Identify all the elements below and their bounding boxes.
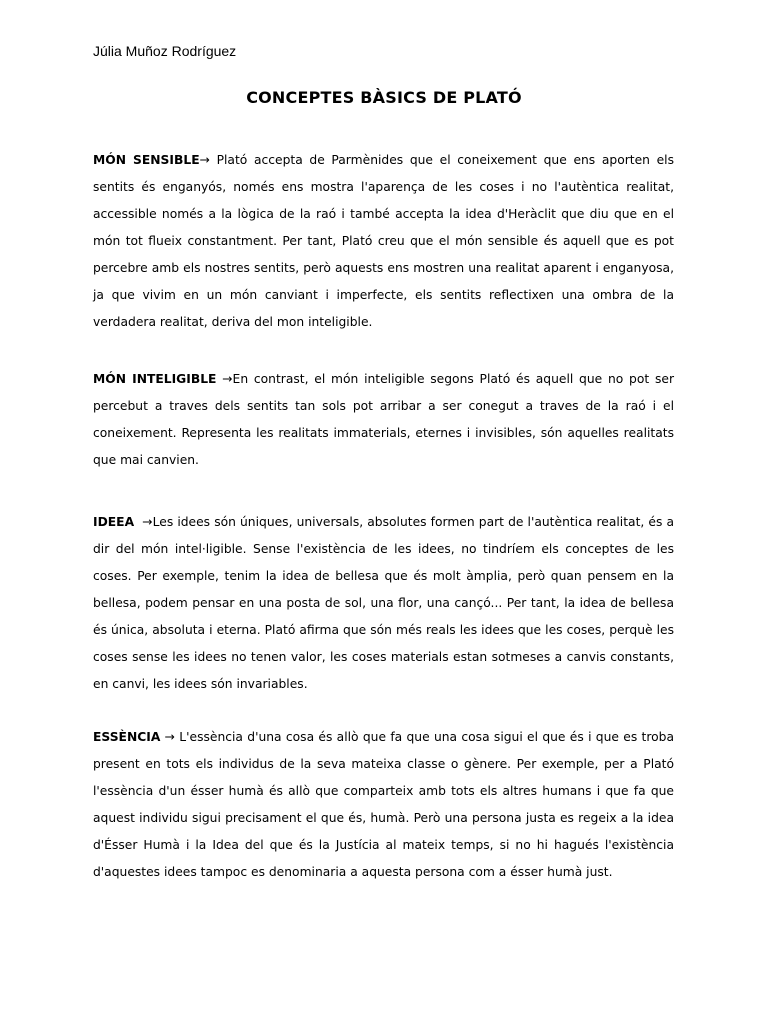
concept-text: Les idees són úniques, universals, absolutes formen part de l'autèntica realitat, és a dir del món intel·ligible. Sense l'existència de les idees, no tindríem els conceptes de les coses. Per exemple, tenim la idea de bellesa que és molt àmplia, però quan pensem en la bellesa, podem pensar en una posta de sol, una flor, una cançó... Per tant, la idea de bellesa és única, absoluta i eterna. Plató afirma que són més reals les idees que les coses, perquè les coses sense les idees no tenen valor, les coses materials estan sotmeses a canvis constants, en canvi, les idees són invariables. [93,515,675,691]
document-title: CONCEPTES BÀSICS DE PLATÓ [246,88,522,107]
concept-paragraph-mon-sensible [93,147,674,336]
concept-text: L'essència d'una cosa és allò que fa que una cosa sigui el que és i que es troba present en tots els individus de la seva mateixa classe o gènere. Per exemple, per a Plató l'essència d'un ésser humà és allò que comparteix amb tots els altres humans i que fa que aquest individu sigui precisament el que és, humà. Però una persona justa es regeix a la idea d'Ésser Humà i la Idea del que és la Justícia al mateix temps, si no hi hagués l'existència d'aquestes idees tampoc es denominaria a aquesta persona com a ésser humà just. [93,730,674,879]
arrow-separator: → [199,153,217,167]
concept-term: MÓN SENSIBLE [93,153,200,167]
arrow-separator: → [216,372,233,386]
concept-term: MÓN INTELIGIBLE [93,372,217,386]
arrow-separator: → [134,515,153,529]
concept-term: ESSÈNCIA [93,730,161,744]
concept-paragraph-ideea [93,509,674,698]
arrow-separator: → [160,730,180,744]
author-name: Júlia Muñoz Rodríguez [93,43,237,59]
concept-paragraph-essencia [93,724,674,886]
concept-text: Plató accepta de Parmènides que el coneixement que ens aporten els sentits és enganyós, només ens mostra l'aparença de les coses i no l'autèntica realitat, accessible només a la lògica de la raó i també accepta la idea d'Heràclit que diu que en el món tot flueix constantment. Per tant, Plató creu que el món sensible és aquell que es pot percebre amb els nostres sentits, però aquests ens mostren una realitat aparent i enganyosa, ja que vivim en un món canviant i imperfecte, els sentits reflectixen una ombra de la verdadera realitat, deriva del mon inteligible. [93,153,675,329]
concept-text: En contrast, el món inteligible segons Plató és aquell que no pot ser percebut a traves dels sentits tan sols pot arribar a ser conegut a traves de la raó i el coneixement. Representa les realitats immaterials, eternes i invisibles, són aquelles realitats que mai canvien. [93,372,674,467]
concept-term: IDEEA [93,515,135,529]
concept-paragraph-mon-inteligible [93,366,674,474]
